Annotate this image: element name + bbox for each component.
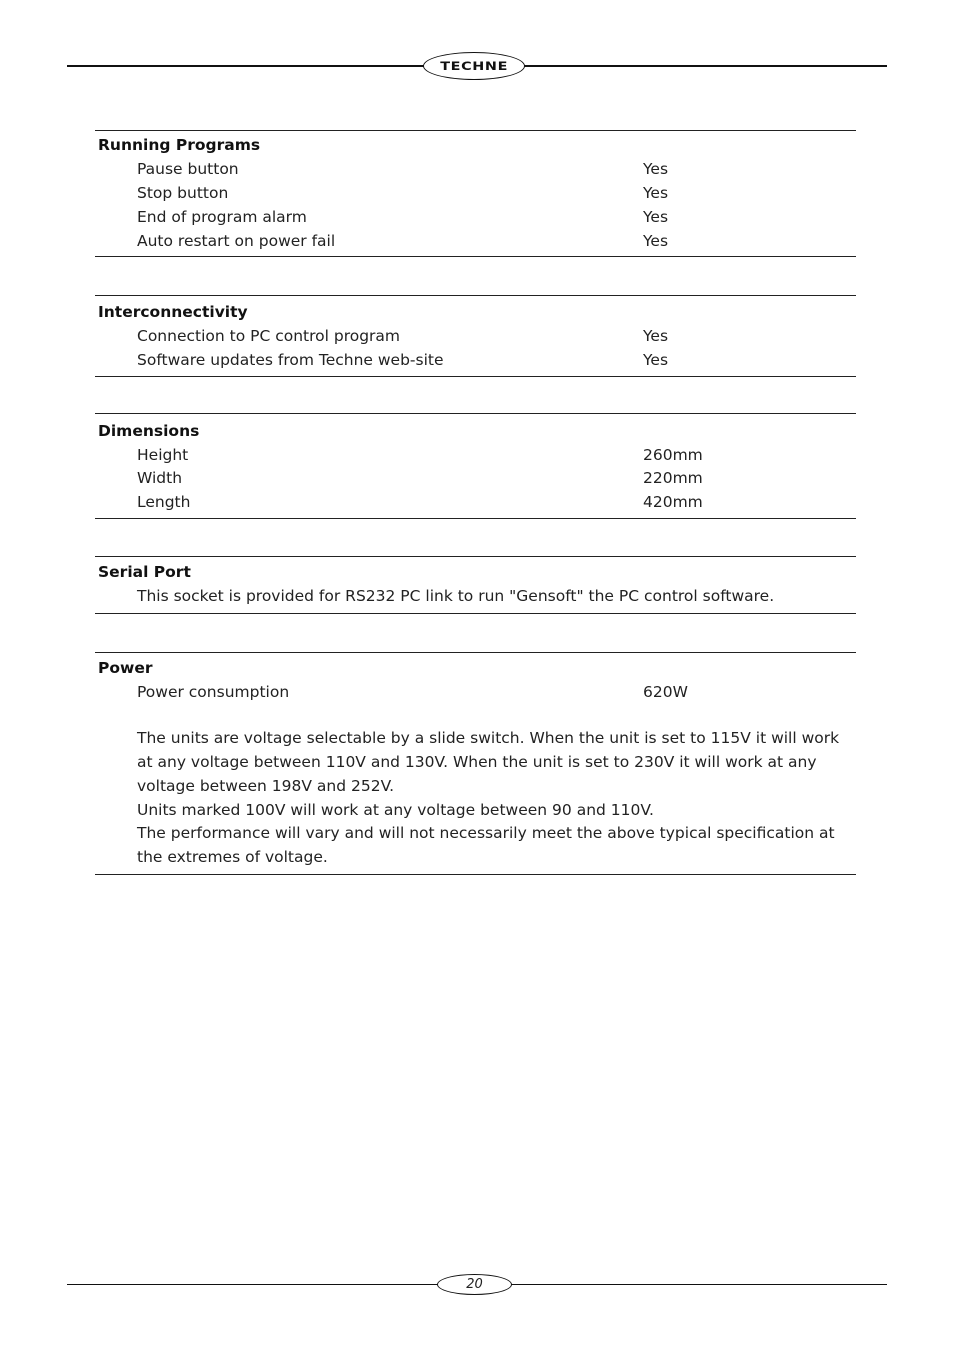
voltage-paragraph: The performance will vary and will not necessarily meet the above typical specification at the extremes of voltage.	[137, 824, 835, 866]
page-number: 20	[437, 1274, 512, 1295]
spec-label: Length	[137, 493, 191, 511]
spec-row	[95, 229, 856, 253]
spec-value: Yes	[643, 351, 669, 369]
spec-value: 220mm	[643, 469, 703, 487]
spec-row	[95, 205, 856, 229]
spec-row	[95, 466, 856, 490]
spec-row	[95, 680, 856, 704]
spec-label: Stop button	[137, 184, 229, 202]
spec-label: Power consumption	[137, 683, 290, 701]
section-running-programs	[95, 130, 856, 257]
spec-label: Auto restart on power fail	[137, 232, 336, 250]
section-title: Dimensions	[98, 422, 200, 440]
techne-logo	[423, 52, 525, 80]
spec-row	[95, 348, 856, 372]
spec-label: Software updates from Techne web-site	[137, 351, 444, 369]
spec-value: Yes	[643, 208, 669, 226]
spec-row	[95, 181, 856, 205]
logo-text: TECHNE	[440, 59, 508, 73]
spec-row	[95, 157, 856, 181]
spec-value: 260mm	[643, 446, 703, 464]
spec-label: Height	[137, 446, 189, 464]
section-interconnectivity	[95, 295, 856, 377]
section-title: Running Programs	[98, 136, 261, 154]
spec-label: End of program alarm	[137, 208, 307, 226]
voltage-paragraph: Units marked 100V will work at any voltage between 90 and 110V.	[137, 801, 654, 819]
section-title: Interconnectivity	[98, 303, 248, 321]
voltage-paragraph: The units are voltage selectable by a slide switch. When the unit is set to 115V it will work at any voltage between 110V and 130V. When the unit is set to 230V it will work at any voltage between 198V and 252V.	[137, 729, 840, 795]
section-title: Power	[98, 659, 153, 677]
spec-value: Yes	[643, 232, 669, 250]
spec-row	[95, 490, 856, 514]
serial-port-description: This socket is provided for RS232 PC link to run "Gensoft" the PC control software.	[137, 587, 775, 605]
section-power	[95, 652, 856, 875]
spec-value: Yes	[643, 160, 669, 178]
spec-row	[95, 324, 856, 348]
spec-value: Yes	[643, 184, 669, 202]
spec-label: Connection to PC control program	[137, 327, 401, 345]
spec-value: 620W	[643, 683, 688, 701]
spec-value: 420mm	[643, 493, 703, 511]
section-title: Serial Port	[98, 563, 191, 581]
section-serial-port	[95, 556, 856, 614]
spec-row	[95, 443, 856, 467]
spec-value: Yes	[643, 327, 669, 345]
spec-label: Pause button	[137, 160, 239, 178]
section-dimensions	[95, 413, 856, 519]
spec-label: Width	[137, 469, 183, 487]
